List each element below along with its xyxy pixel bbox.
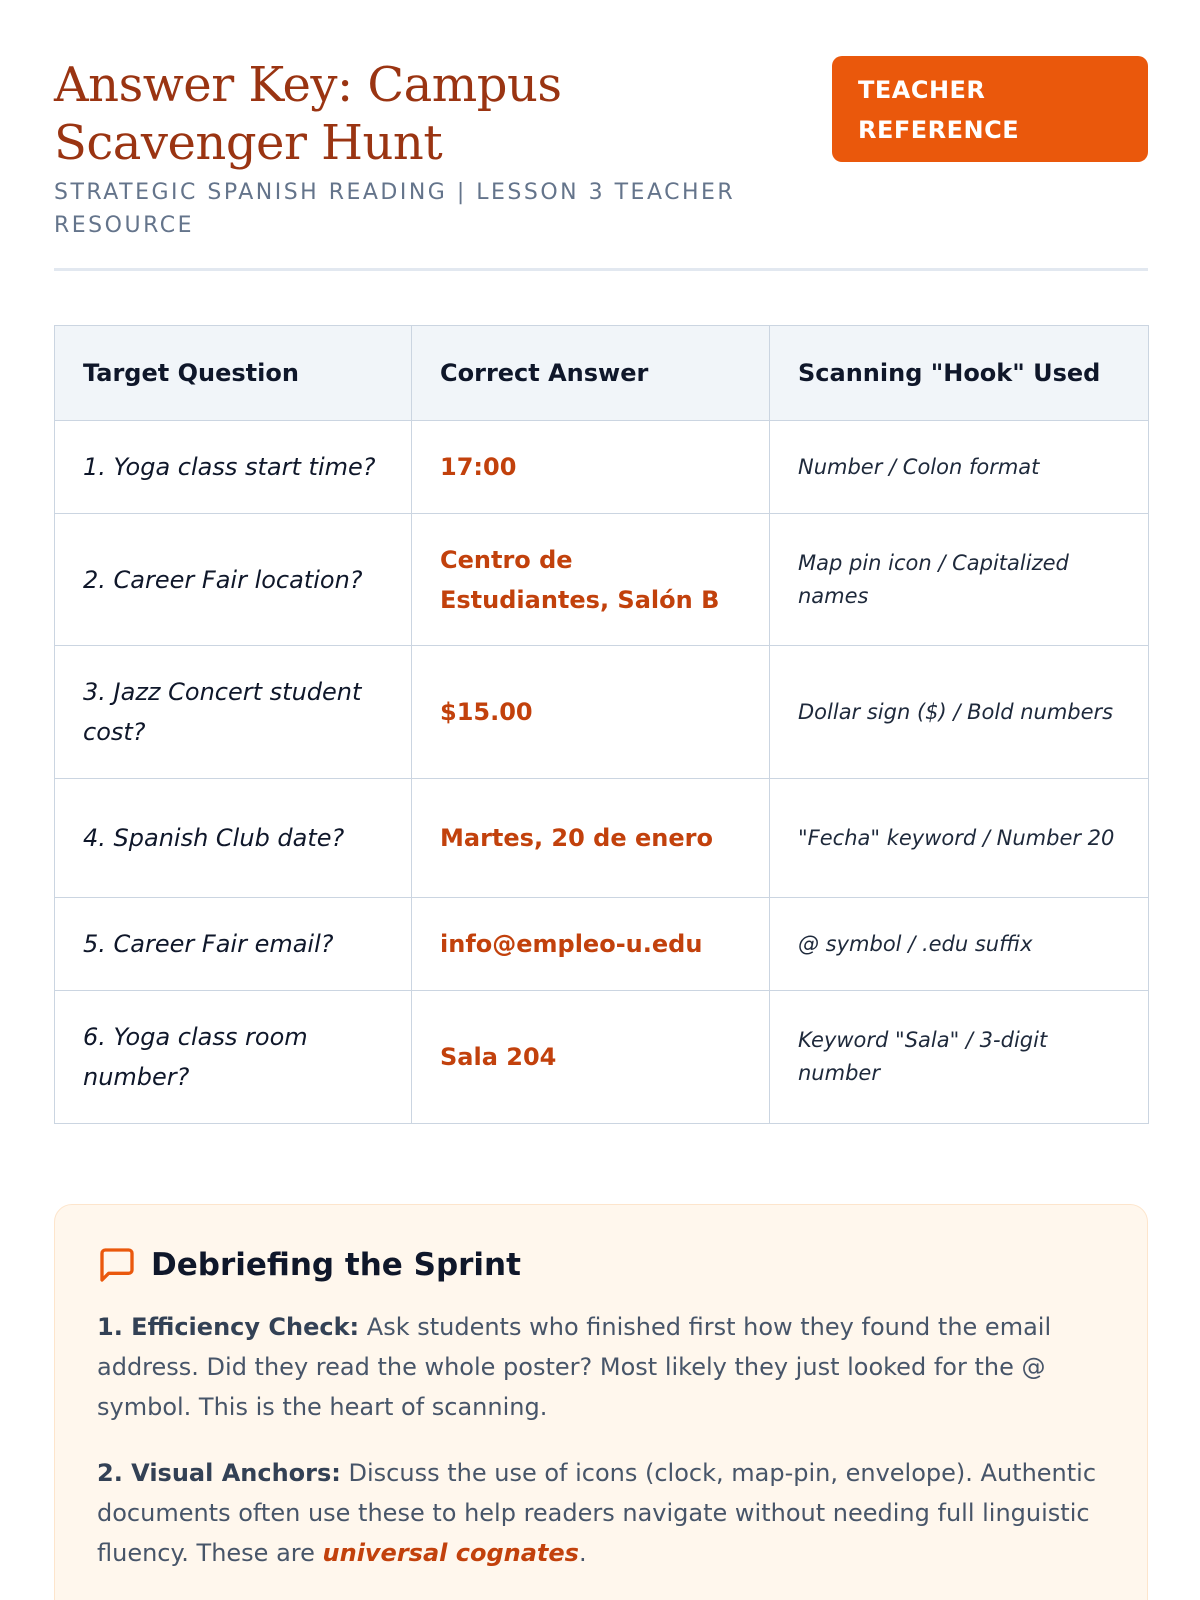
- hook-cell: Number / Colon format: [770, 421, 1149, 514]
- question-cell: 4. Spanish Club date?: [55, 779, 412, 898]
- debrief-header: [97, 1237, 1105, 1293]
- page-subtitle: STRATEGIC SPANISH READING | LESSON 3 TEACHER RESOURCE: [54, 180, 736, 238]
- page-header: [54, 56, 1148, 242]
- hook-cell: Dollar sign ($) / Bold numbers: [770, 646, 1149, 779]
- table-row: [55, 898, 1149, 991]
- table-row: [55, 991, 1149, 1124]
- debrief-point-visual-anchors: [97, 1453, 1105, 1573]
- table-row: [55, 779, 1149, 898]
- message-square-icon: [97, 1245, 137, 1285]
- debrief-title: Debriefing the Sprint: [151, 1247, 521, 1283]
- answer-cell: info@empleo-u.edu: [412, 898, 770, 991]
- column-header: Correct Answer: [412, 326, 770, 421]
- header-divider: [54, 268, 1148, 271]
- column-header: Scanning "Hook" Used: [770, 326, 1149, 421]
- answer-cell: $15.00: [412, 646, 770, 779]
- question-cell: 3. Jazz Concert student cost?: [55, 646, 412, 779]
- point-text: Ask students who finished first how they found the email address. Did they read the whole poster? Most likely they just looked for the @ symbol. This is the heart of scanning.: [97, 1313, 1052, 1421]
- hook-cell: Map pin icon / Capitalized names: [770, 514, 1149, 646]
- point-text: Discuss the use of icons (clock, map-pin, envelope). Authentic documents often use these to help readers navigate without needing full linguistic fluency. These are: [97, 1459, 1097, 1567]
- page-title: Answer Key: Campus Scavenger Hunt: [54, 57, 562, 171]
- hook-cell: @ symbol / .edu suffix: [770, 898, 1149, 991]
- answer-cell: Centro de Estudiantes, Salón B: [412, 514, 770, 646]
- question-cell: 5. Career Fair email?: [55, 898, 412, 991]
- debrief-panel: [54, 1204, 1148, 1600]
- emphasis-term: universal cognates: [322, 1539, 579, 1567]
- table-header-row: [55, 326, 1149, 421]
- hook-cell: "Fecha" keyword / Number 20: [770, 779, 1149, 898]
- column-header: Target Question: [55, 326, 412, 421]
- question-cell: 6. Yoga class room number?: [55, 991, 412, 1124]
- teacher-reference-badge: TEACHER REFERENCE: [832, 56, 1148, 162]
- answer-cell: Sala 204: [412, 991, 770, 1124]
- answer-cell: Martes, 20 de enero: [412, 779, 770, 898]
- hook-cell: Keyword "Sala" / 3-digit number: [770, 991, 1149, 1124]
- table-row: [55, 514, 1149, 646]
- table-row: [55, 421, 1149, 514]
- debrief-point-efficiency: [97, 1307, 1105, 1427]
- point-end: .: [578, 1539, 587, 1567]
- answer-key-table: [54, 325, 1149, 1124]
- point-label: 2. Visual Anchors:: [97, 1459, 341, 1487]
- table-row: [55, 646, 1149, 779]
- answer-cell: 17:00: [412, 421, 770, 514]
- question-cell: 2. Career Fair location?: [55, 514, 412, 646]
- point-label: 1. Efficiency Check:: [97, 1313, 360, 1341]
- question-cell: 1. Yoga class start time?: [55, 421, 412, 514]
